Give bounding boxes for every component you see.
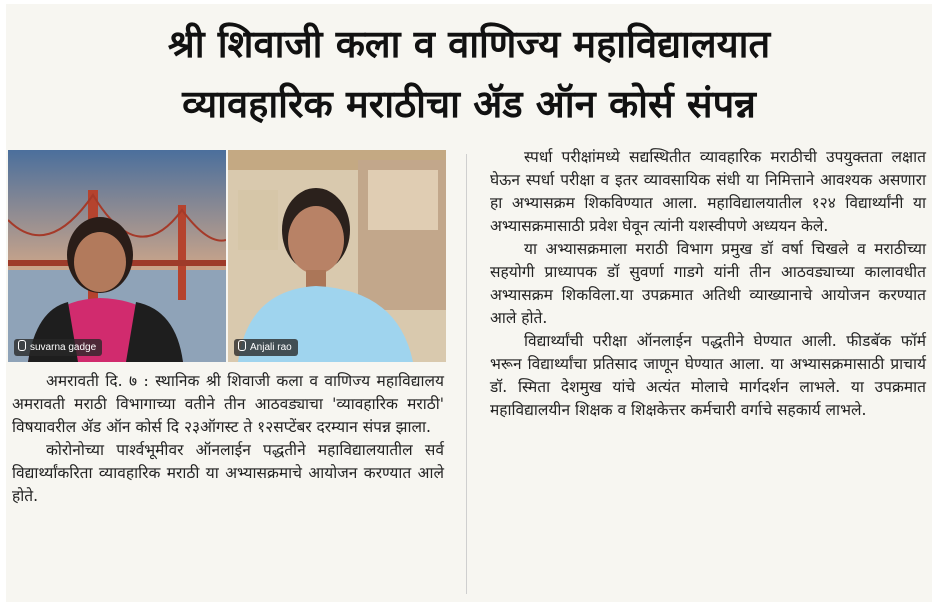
headline-line-1: श्री शिवाजी कला व वाणिज्य महाविद्यालयात [167, 22, 771, 66]
photo-anjali-rao [228, 150, 446, 362]
paragraph: अमरावती दि. ७ : स्थानिक श्री शिवाजी कला व वाणिज्य महाविद्यालय अमरावती मराठी विभागाच्या वतीने तीन आठवड्याचा 'व्यावहारिक मराठी' विषयावरील ॲड ऑन कोर्स दि २३ऑगस्ट ते १२सप्टेंबर दरम्यान संपन्न झाला. [12, 372, 444, 436]
photo-suvarna-gadge [8, 150, 226, 362]
article-right-column [490, 146, 926, 422]
column-divider [466, 154, 467, 594]
participant-name: suvarna gadge [30, 342, 97, 353]
news-clipping [6, 4, 932, 602]
paragraph: या अभ्यासक्रमाला मराठी विभाग प्रमुख डॉ वर्षा चिखले व मराठीच्या सहयोगी प्राध्यापक डॉ सुवर्णा गाडगे यांनी तीन आठवड्याच्या कालावधीत अभ्यासक्रम शिकविला.या उपक्रमात अतिथी व्याख्यानाचे आयोजन करण्यात आले होते. [490, 240, 926, 327]
microphone-icon [18, 340, 26, 351]
participant-name: Anjali rao [250, 342, 292, 353]
video-tile-illustration [8, 150, 226, 362]
paragraph: कोरोनोच्या पार्श्वभूमीवर ऑनलाईन पद्धतीने महाविद्यालयातील सर्व विद्यार्थ्यांकरिता व्यावहारिक मराठी या अभ्यासक्रमाचे आयोजन करण्यात आले होते. [12, 441, 444, 505]
paragraph: स्पर्धा परीक्षांमध्ये सद्यस्थितीत व्यावहारिक मराठीची उपयुक्तता लक्षात घेऊन स्पर्धा परीक्षा व इतर व्यावसायिक संधी या निमित्ताने आवश्यक असणारा हा अभ्यासक्रम शिकविण्यात आला. महाविद्यालयातील १२४ विद्यार्थ्यांनी या अभ्यासक्रमासाठी प्रवेश घेवून त्यांनी यशस्वीपणे अध्ययन केले. [490, 148, 926, 235]
paragraph: विद्यार्थ्यांची परीक्षा ऑनलाईन पद्धतीने घेण्यात आली. फीडबॅक फॉर्म भरून विद्यार्थ्यांचा प्रतिसाद जाणून घेण्यात आला. या अभ्यासक्रमासाठी प्राचार्य डॉ. स्मिता देशमुख यांचे अत्यंत मोलाचे मार्गदर्शन लाभले. या उपक्रमात महाविद्यालयीन शिक्षक व शिक्षकेत्तर कर्मचारी वर्गाचे सहकार्य लाभले. [490, 332, 926, 419]
headline-line-2: व्यावहारिक मराठीचा ॲड ऑन कोर्स संपन्न [182, 82, 756, 126]
article-left-column [12, 370, 444, 508]
headline [6, 14, 932, 134]
participant-name-tag [14, 339, 102, 356]
video-tile-illustration [228, 150, 446, 362]
microphone-icon [238, 340, 246, 351]
participant-name-tag [234, 339, 298, 356]
